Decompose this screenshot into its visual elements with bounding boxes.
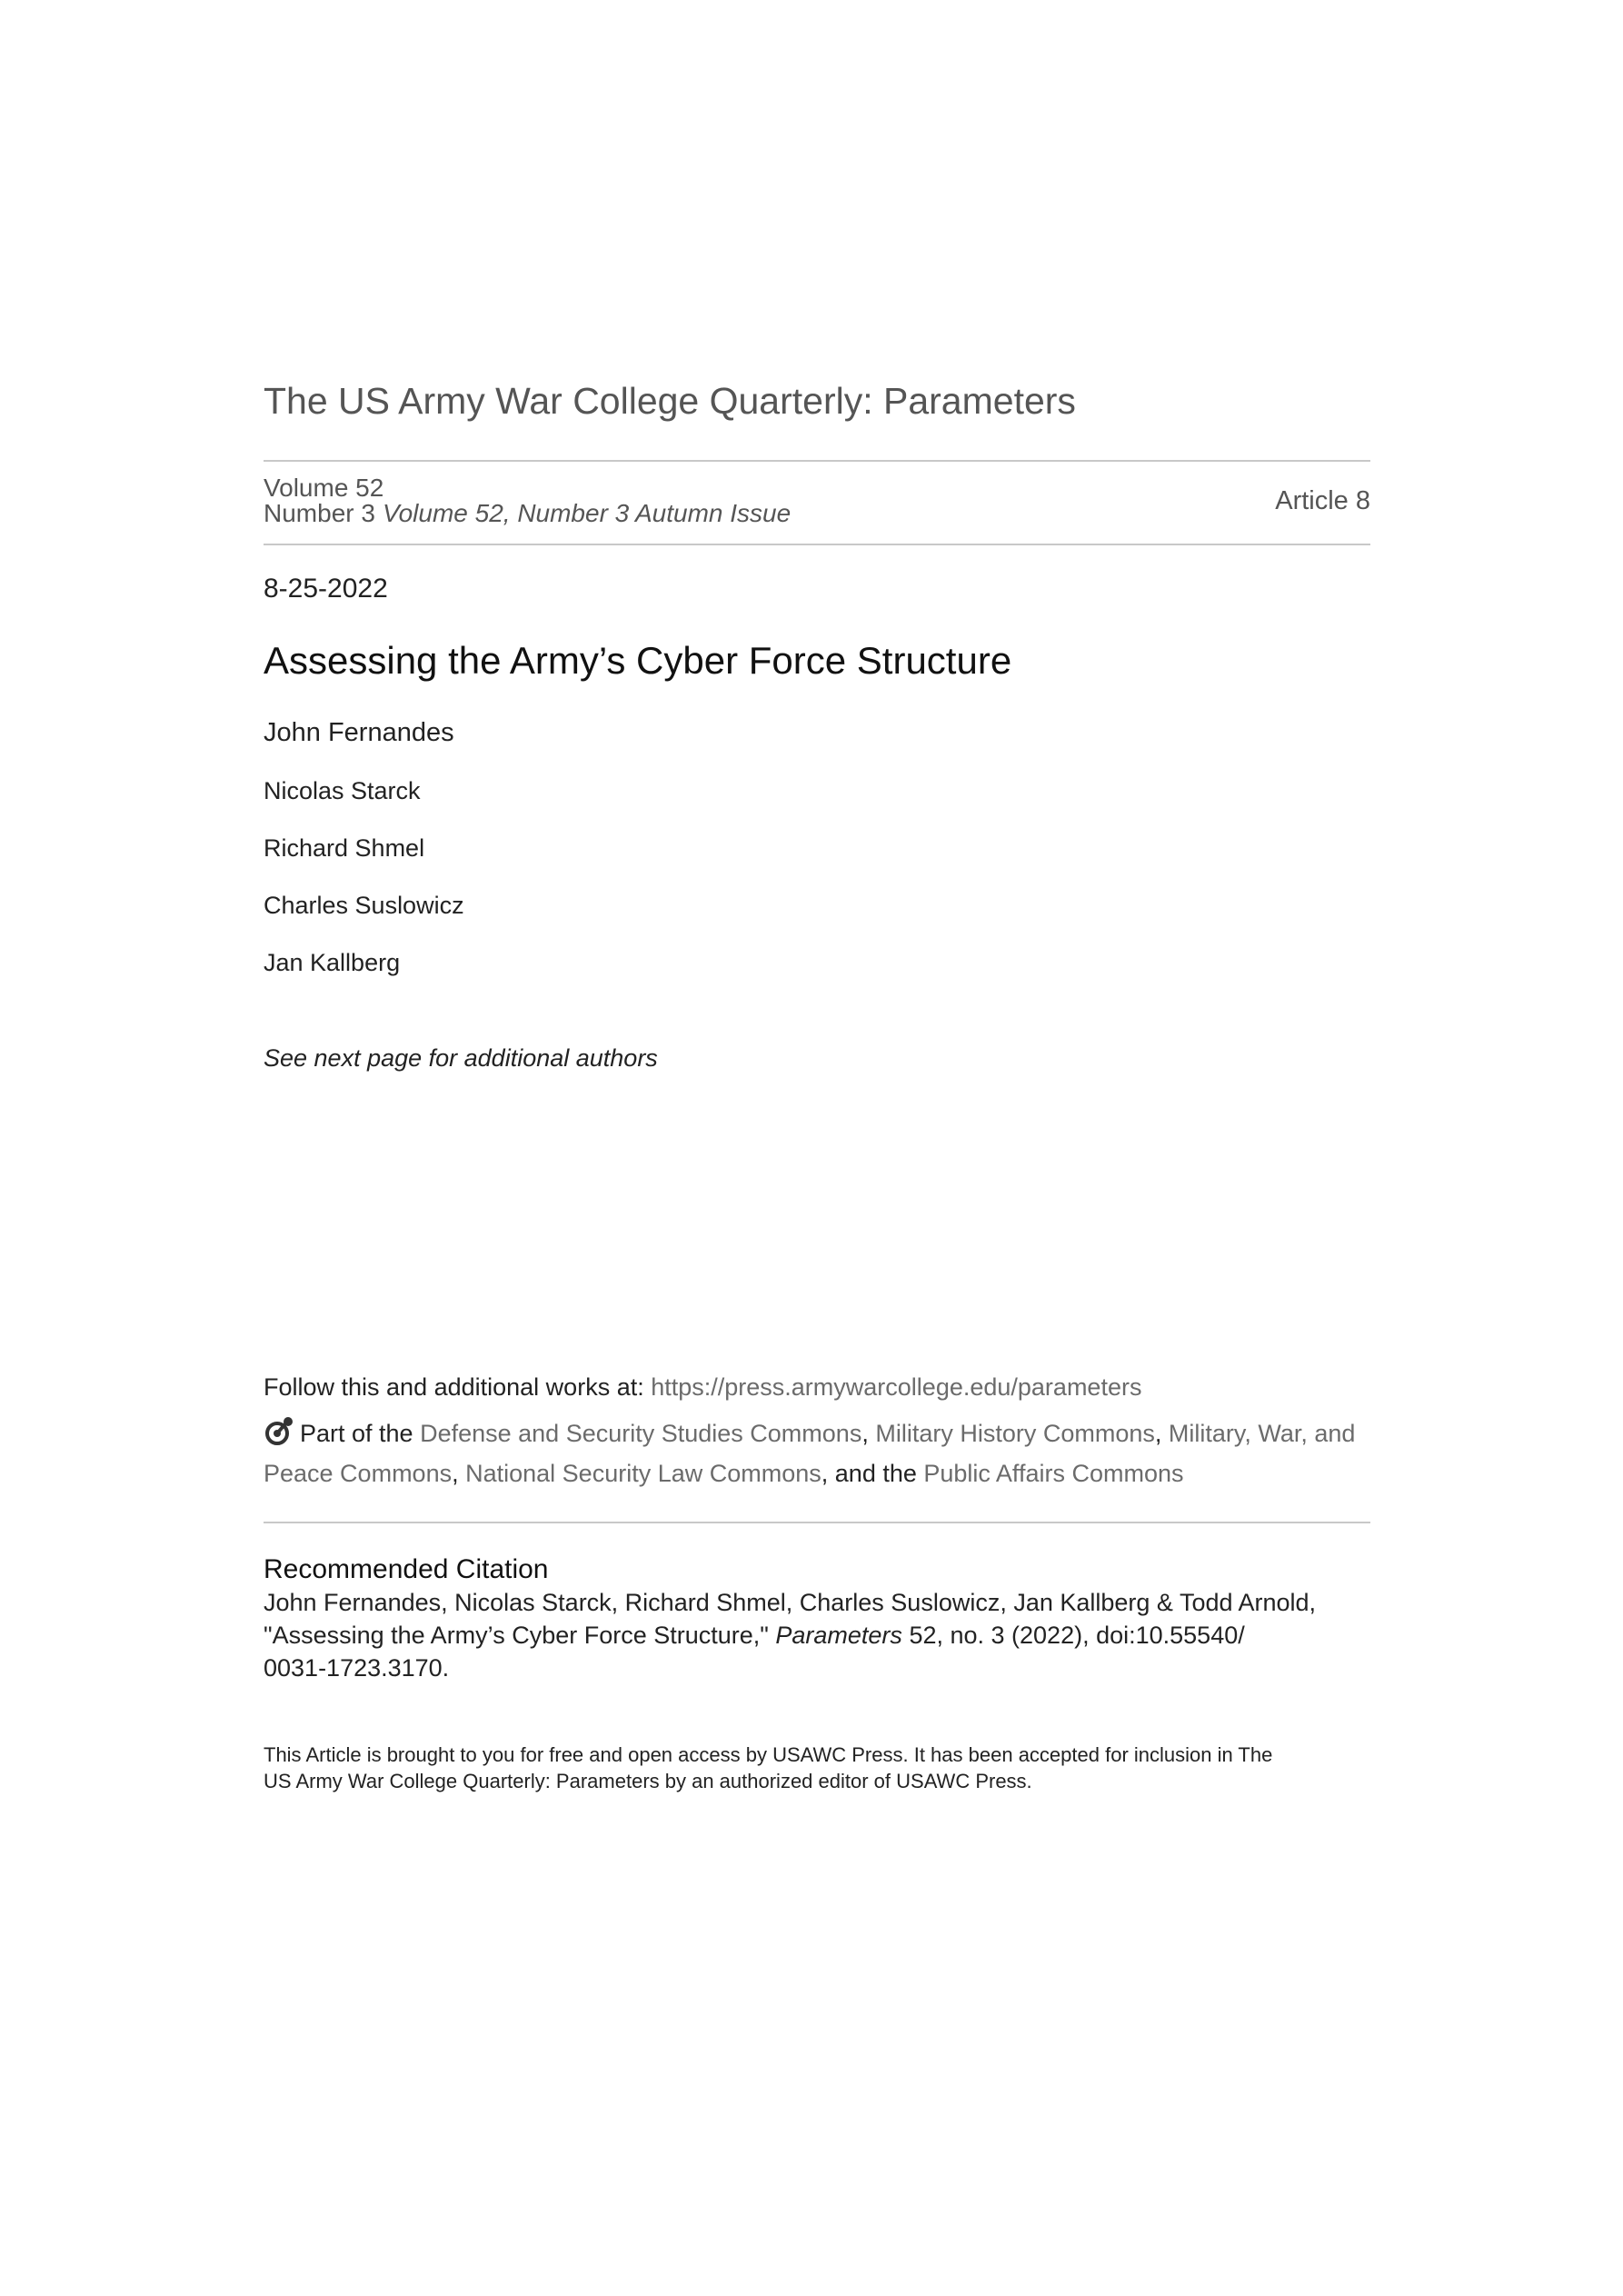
part-of-line-1 <box>264 1416 1355 1448</box>
commons-link-defense[interactable]: Defense and Security Studies Commons <box>420 1420 862 1447</box>
citation-text: "Assessing the Army’s Cyber Force Structure," <box>264 1622 776 1649</box>
volume-label: Volume 52 <box>264 474 384 502</box>
commons-link-military-history[interactable]: Military History Commons <box>875 1420 1155 1447</box>
commons-link-public-affairs[interactable]: Public Affairs Commons <box>923 1460 1184 1487</box>
number-label: Number 3 <box>264 499 375 527</box>
recommended-citation-heading: Recommended Citation <box>264 1554 549 1584</box>
citation-line-3: 0031-1723.3170. <box>264 1654 450 1682</box>
commons-link-national-security-law[interactable]: National Security Law Commons <box>465 1460 821 1487</box>
parameters-url-link[interactable]: https://press.armywarcollege.edu/parameters <box>651 1373 1142 1401</box>
author-name[interactable]: Nicolas Starck <box>264 777 421 804</box>
publication-date: 8-25-2022 <box>264 574 388 604</box>
article-number: Article 8 <box>1275 486 1370 515</box>
citation-line-2 <box>264 1622 1245 1650</box>
separator: , and the <box>821 1460 924 1487</box>
author-name[interactable]: Charles Suslowicz <box>264 892 464 919</box>
commons-link-military-war-peace-cont[interactable]: Peace Commons <box>264 1460 453 1487</box>
part-of-line-2 <box>264 1460 1184 1488</box>
number-line <box>264 499 791 528</box>
additional-authors-note: See next page for additional authors <box>264 1044 658 1072</box>
article-title: Assessing the Army’s Cyber Force Structure <box>264 639 1012 682</box>
separator: , <box>452 1460 466 1487</box>
follow-label: Follow this and additional works at: <box>264 1373 652 1401</box>
commons-link-military-war-peace[interactable]: Military, War, and <box>1168 1420 1356 1447</box>
part-of-label: Part of the <box>300 1420 421 1447</box>
citation-line-1: John Fernandes, Nicolas Starck, Richard Shmel, Charles Suslowicz, Jan Kallberg & Todd Arnold, <box>264 1589 1317 1616</box>
author-name[interactable]: Jan Kallberg <box>264 949 401 976</box>
divider-bottom <box>264 1522 1370 1523</box>
separator: , <box>861 1420 876 1447</box>
journal-title: The US Army War College Quarterly: Parameters <box>264 380 1076 422</box>
citation-text: 52, no. 3 (2022), doi:10.55540/ <box>901 1622 1245 1649</box>
footer-note-line-2: US Army War College Quarterly: Parameters by an authorized editor of USAWC Press. <box>264 1770 1032 1792</box>
separator: , <box>1154 1420 1169 1447</box>
divider-middle <box>264 544 1370 545</box>
commons-network-icon <box>264 1416 294 1447</box>
citation-journal: Parameters <box>775 1622 902 1649</box>
footer-note-line-1: This Article is brought to you for free and open access by USAWC Press. It has been accepted for inclusion in The <box>264 1743 1273 1766</box>
divider-top <box>264 460 1370 462</box>
follow-line <box>264 1373 1141 1402</box>
author-name[interactable]: Richard Shmel <box>264 834 425 862</box>
author-name[interactable]: John Fernandes <box>264 718 454 747</box>
issue-link[interactable]: Volume 52, Number 3 Autumn Issue <box>382 499 792 527</box>
